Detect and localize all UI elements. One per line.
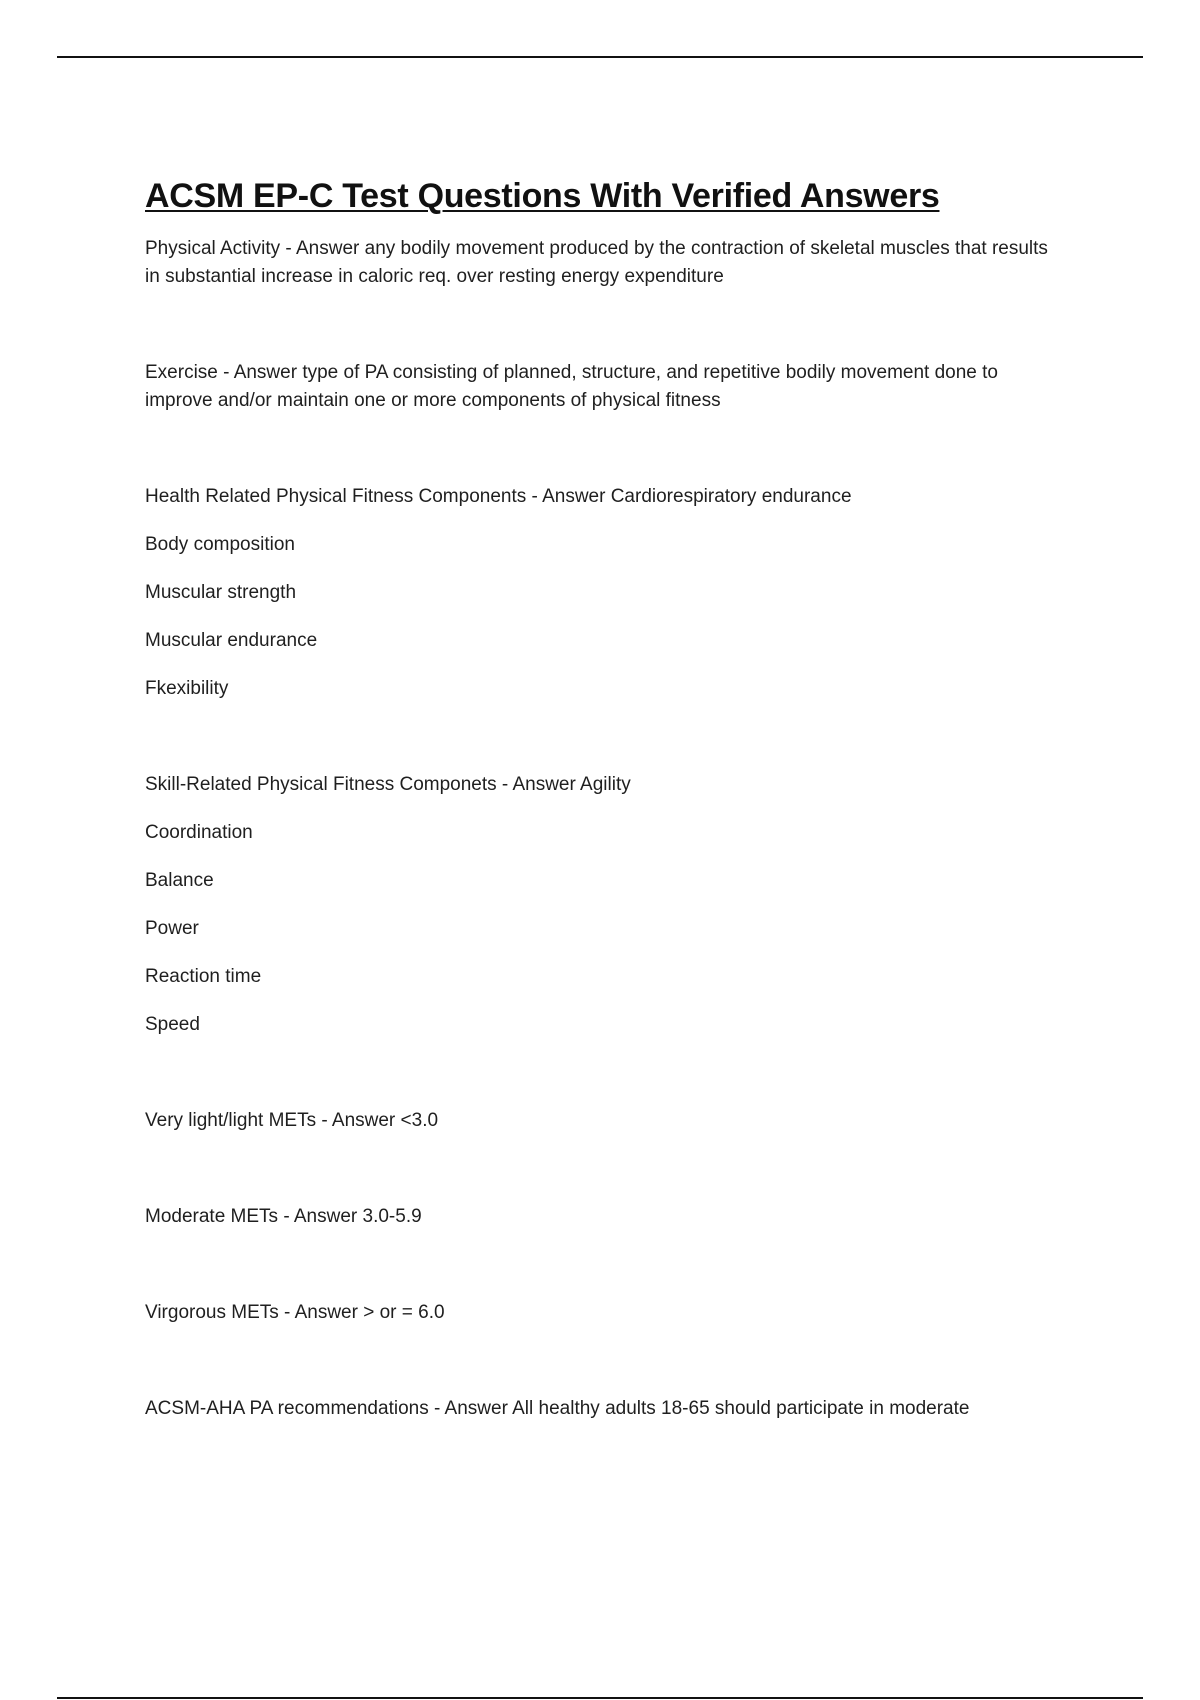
health-component-item: Muscular strength [145,581,297,603]
document-body [145,176,1065,1423]
skill-component-item: Power [145,917,199,939]
entry-acsm-aha-recommendations: ACSM-AHA PA recommendations - Answer All healthy adults 18-65 should participate in moderate [145,1397,970,1419]
entry-health-related-components: Health Related Physical Fitness Components - Answer Cardiorespiratory endurance [145,485,852,507]
health-component-item: Body composition [145,533,295,555]
entry-vigorous-mets: Virgorous METs - Answer > or = 6.0 [145,1301,445,1323]
skill-component-item: Coordination [145,821,253,843]
skill-component-item: Balance [145,869,214,891]
entry-exercise: Exercise - Answer type of PA consisting of planned, structure, and repetitive bodily movement done to improve and/or maintain one or more components of physical fitness [145,361,998,411]
health-component-item: Fkexibility [145,677,229,699]
footer-rule [57,1697,1143,1699]
entry-very-light-mets: Very light/light METs - Answer <3.0 [145,1109,439,1131]
skill-component-item: Speed [145,1013,200,1035]
entry-skill-related-components: Skill-Related Physical Fitness Componets - Answer Agility [145,773,631,795]
header-rule [57,56,1143,58]
skill-component-item: Reaction time [145,965,262,987]
entry-moderate-mets: Moderate METs - Answer 3.0-5.9 [145,1205,422,1227]
entry-physical-activity: Physical Activity - Answer any bodily movement produced by the contraction of skeletal muscles that results in substantial increase in caloric req. over resting energy expenditure [145,237,1048,287]
document-title: ACSM EP-C Test Questions With Verified Answers [145,177,940,215]
health-component-item: Muscular endurance [145,629,318,651]
